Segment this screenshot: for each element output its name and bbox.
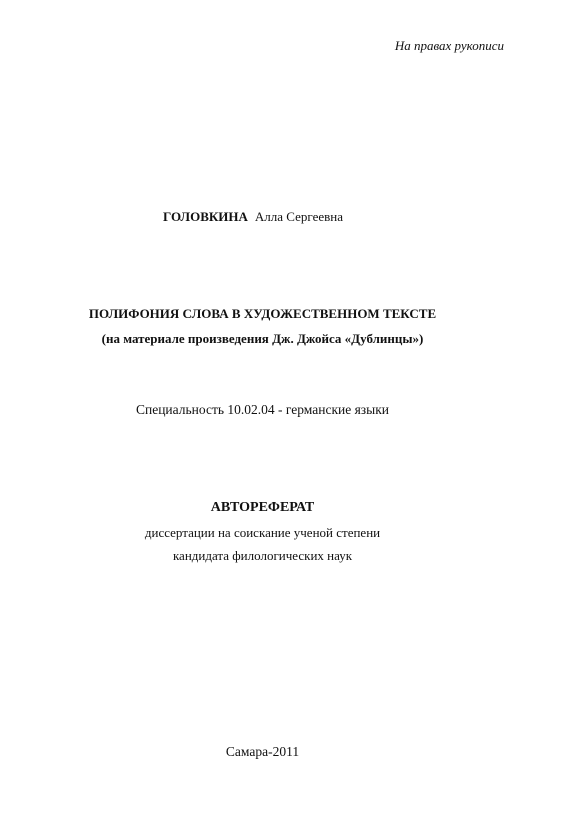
work-title: ПОЛИФОНИЯ СЛОВА В ХУДОЖЕСТВЕННОМ ТЕКСТЕ <box>88 306 437 321</box>
manuscript-note: На правах рукописи <box>394 38 504 53</box>
academic-degree: кандидата филологических наук <box>172 548 353 563</box>
author-given-names: Алла Сергеевна <box>254 209 343 224</box>
work-subtitle: (на материале произведения Дж. Джойса «Дублинцы») <box>101 331 424 346</box>
place-and-year: Самара-2011 <box>225 744 300 759</box>
author-surname: ГОЛОВКИНА <box>163 209 248 224</box>
dissertation-purpose: диссертации на соискание ученой степени <box>144 525 381 540</box>
specialty-line: Специальность 10.02.04 - германские языки <box>135 402 389 417</box>
author-name <box>163 210 343 223</box>
document-type: АВТОРЕФЕРАТ <box>210 500 315 515</box>
